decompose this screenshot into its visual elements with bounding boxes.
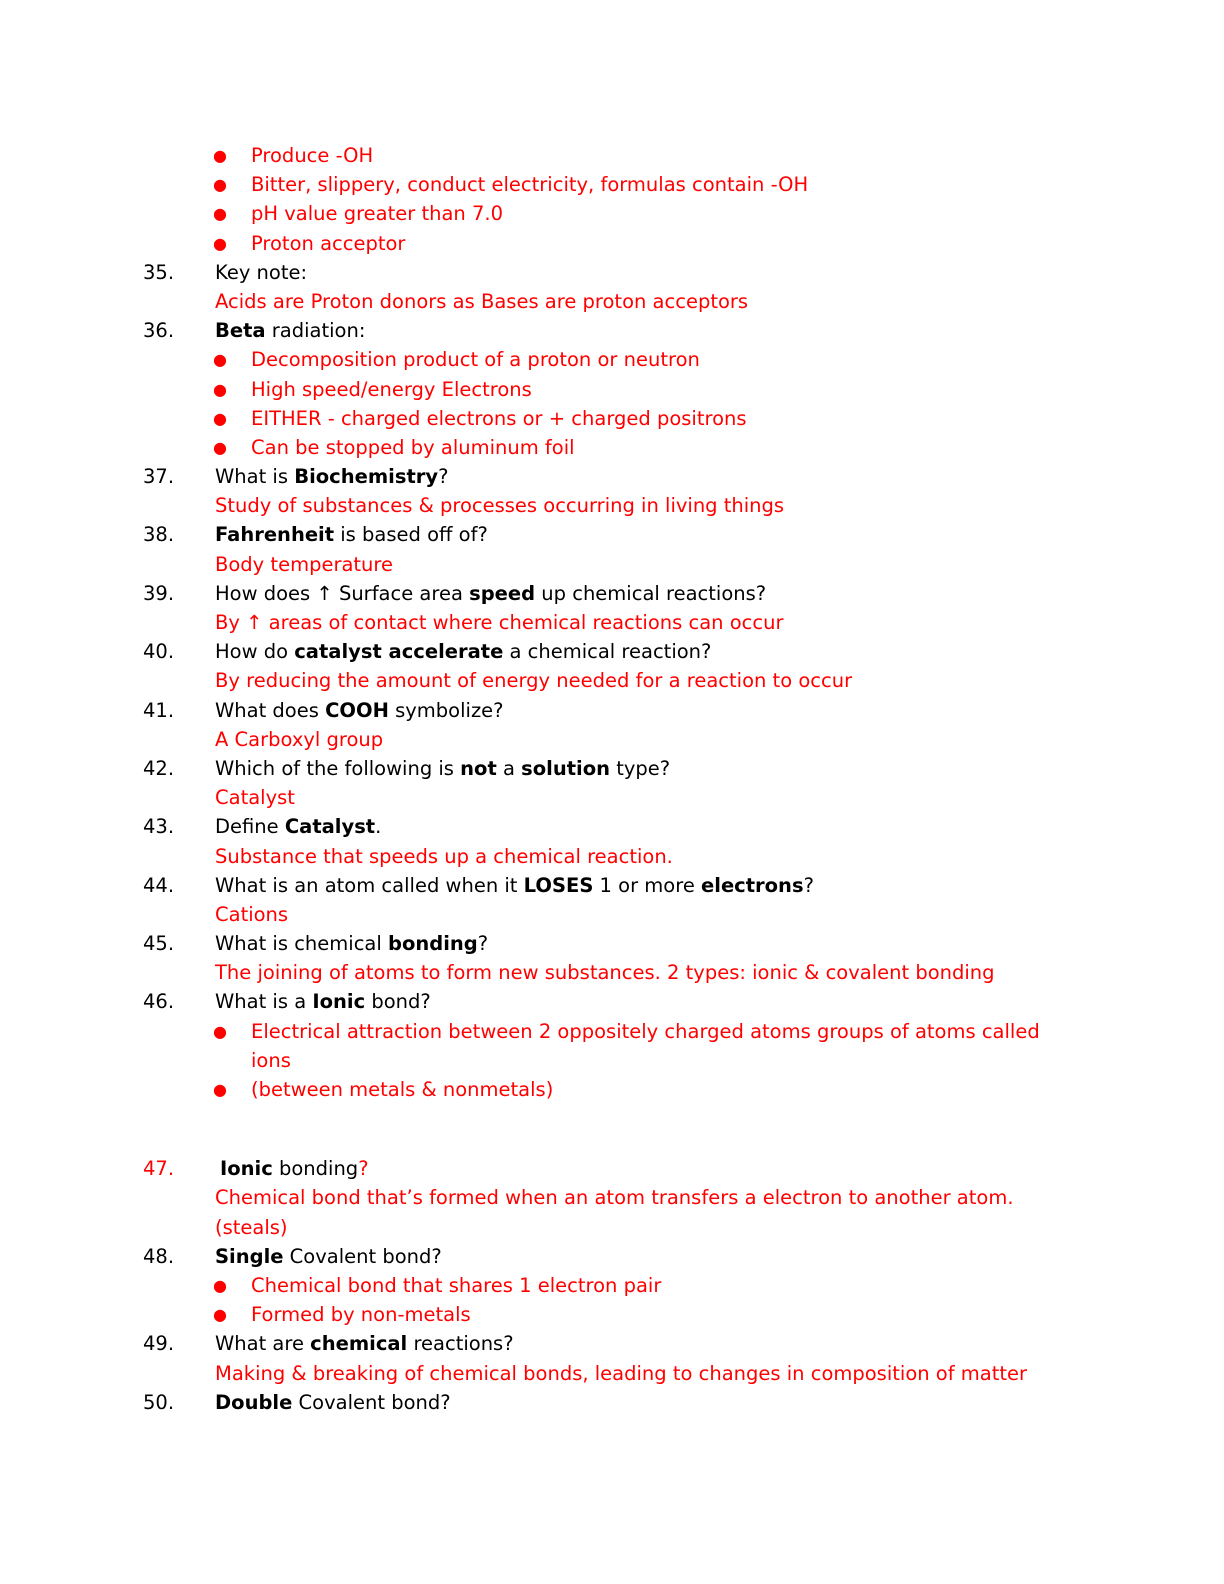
- question-38: [0, 520, 1224, 549]
- question-text: What is a Ionic bond?: [215, 990, 431, 1014]
- bullet-icon: ●: [213, 233, 227, 253]
- question-text: Beta radiation:: [215, 319, 366, 343]
- answer-39: By ↑ areas of contact where chemical reactions can occur: [215, 611, 784, 634]
- answer-41: A Carboxyl group: [215, 727, 384, 751]
- question-number: 36.: [143, 319, 175, 343]
- bullet-icon: ●: [213, 437, 227, 457]
- bullet-icon: ●: [213, 350, 227, 370]
- list-item: ● Proton acceptor: [0, 229, 1224, 258]
- question-number: 35.: [143, 260, 175, 284]
- list-item: ● pH value greater than 7.0: [0, 199, 1224, 228]
- question-text: What is chemical bonding?: [215, 932, 489, 956]
- question-48: [0, 1242, 1224, 1271]
- list-item: ● High speed/energy Electrons: [0, 375, 1224, 404]
- question-text: What is Biochemistry?: [215, 465, 449, 489]
- list-item-continuation: ions: [251, 1048, 291, 1072]
- question-number: 38.: [143, 523, 175, 547]
- answer-43: Substance that speeds up a chemical reaction.: [215, 844, 673, 868]
- question-number: 43.: [143, 815, 175, 839]
- question-36: [0, 316, 1224, 345]
- question-47: [0, 1154, 1224, 1183]
- answer-37: Study of substances & processes occurring in living things: [215, 494, 785, 518]
- answer-40: By reducing the amount of energy needed for a reaction to occur: [215, 669, 853, 693]
- question-text: How does ↑ Surface area speed up chemical reactions?: [215, 581, 767, 605]
- question-text: What are chemical reactions?: [215, 1332, 514, 1356]
- document-page: [0, 141, 1224, 1417]
- bullet-icon: ●: [213, 1080, 227, 1099]
- question-text: Key note:: [215, 260, 308, 284]
- bullet-icon: ●: [213, 408, 227, 428]
- answer-47: Chemical bond that’s formed when an atom transfers a electron to another atom.: [215, 1186, 1014, 1210]
- answer-42: Catalyst: [215, 786, 295, 810]
- list-item: ● (between metals & nonmetals): [0, 1075, 1224, 1104]
- list-item: ● Chemical bond that shares 1 electron pair: [0, 1271, 1224, 1300]
- list-item: ● Electrical attraction between 2 oppositely charged atoms groups of atoms called: [0, 1017, 1224, 1046]
- list-item: ● Can be stopped by aluminum foil: [0, 433, 1224, 462]
- question-number: 48.: [143, 1244, 175, 1268]
- question-43: [0, 812, 1224, 841]
- question-39: [0, 579, 1224, 608]
- question-text: Single Covalent bond?: [215, 1244, 442, 1268]
- bullet-icon: ●: [213, 1021, 227, 1041]
- bullet-icon: ●: [213, 204, 227, 224]
- question-50: [0, 1388, 1224, 1417]
- question-text: What is an atom called when it LOSES 1 or more electrons?: [215, 873, 814, 897]
- question-text: How do catalyst accelerate a chemical reaction?: [215, 640, 712, 664]
- question-text: Which of the following is not a solution type?: [215, 756, 671, 780]
- question-41: [0, 696, 1224, 725]
- question-number: 49.: [143, 1332, 175, 1356]
- question-number: 45.: [143, 932, 175, 956]
- question-46: [0, 987, 1224, 1016]
- answer-35: Acids are Proton donors as Bases are proton acceptors: [215, 289, 749, 313]
- bullet-icon: ●: [213, 1305, 227, 1325]
- question-number: 37.: [143, 465, 175, 489]
- question-35: [0, 258, 1224, 287]
- bullet-icon: ●: [213, 379, 227, 399]
- question-number: 41.: [143, 698, 175, 722]
- question-number: 50.: [143, 1390, 175, 1414]
- question-44: [0, 871, 1224, 900]
- list-item: ● Produce -OH: [0, 141, 1224, 170]
- question-number: 47.: [143, 1157, 175, 1181]
- question-number: 42.: [143, 756, 175, 780]
- question-text: Fahrenheit is based off of?: [215, 523, 488, 547]
- question-number: 40.: [143, 640, 175, 664]
- question-number: 46.: [143, 990, 175, 1014]
- list-item: ● Bitter, slippery, conduct electricity, formulas contain -OH: [0, 170, 1224, 199]
- question-number: 44.: [143, 873, 175, 897]
- answer-44: Cations: [215, 902, 289, 926]
- question-text: Ionic bonding?: [220, 1157, 369, 1181]
- list-item: ● Decomposition product of a proton or neutron: [0, 345, 1224, 374]
- answer-47-continuation: (steals): [215, 1215, 288, 1239]
- answer-38: Body temperature: [215, 552, 393, 576]
- bullet-icon: ●: [213, 175, 227, 195]
- question-37: [0, 462, 1224, 491]
- bullet-icon: ●: [213, 146, 227, 165]
- question-number: 39.: [143, 581, 175, 605]
- answer-45: The joining of atoms to form new substances. 2 types: ionic & covalent bonding: [215, 961, 995, 985]
- question-45: [0, 929, 1224, 958]
- question-text: Define Catalyst.: [215, 815, 382, 839]
- list-item: ● Formed by non-metals: [0, 1300, 1224, 1329]
- list-item: ● EITHER - charged electrons or + charged positrons: [0, 404, 1224, 433]
- question-text: Double Covalent bond?: [215, 1390, 451, 1414]
- bullet-icon: ●: [213, 1275, 227, 1295]
- spacer: [0, 1104, 1224, 1154]
- question-42: [0, 754, 1224, 783]
- question-40: [0, 637, 1224, 666]
- question-49: [0, 1329, 1224, 1358]
- answer-49: Making & breaking of chemical bonds, leading to changes in composition of matter: [215, 1361, 1028, 1385]
- question-text: What does COOH symbolize?: [215, 698, 504, 722]
